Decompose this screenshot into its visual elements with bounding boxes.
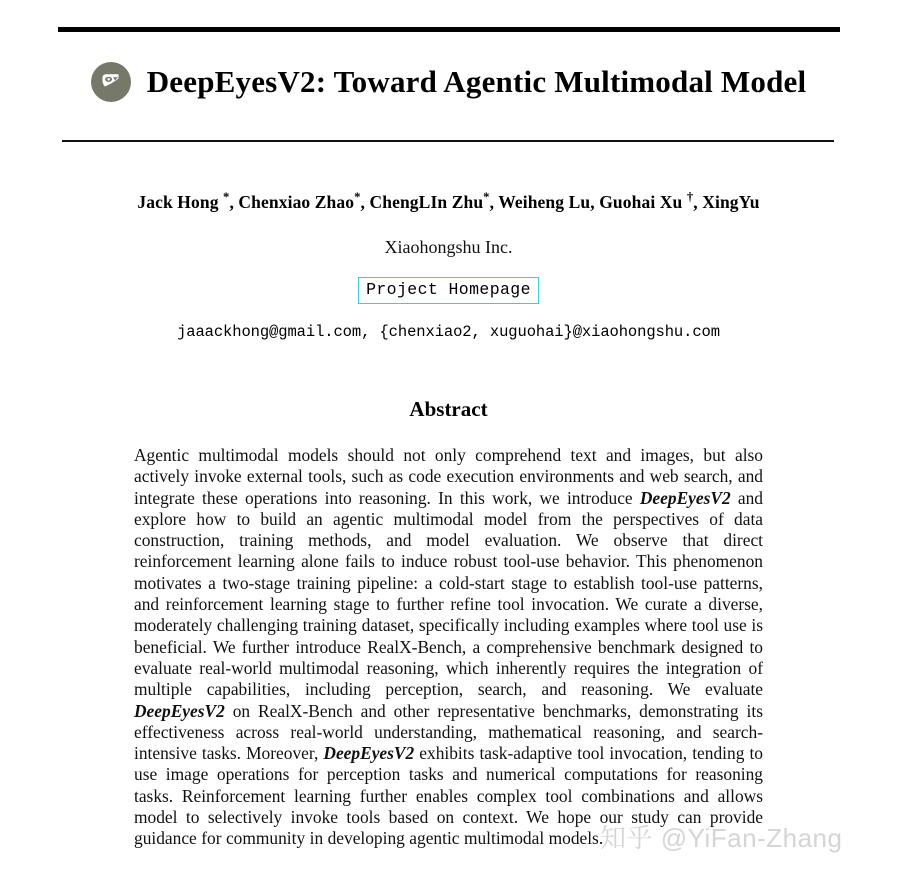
author-marker: * [354,190,361,205]
model-name-emphasis: DeepEyesV2 [134,700,225,721]
abstract-body [134,445,763,850]
title-rule-thin [62,140,834,142]
author-marker: * [223,190,230,205]
author-list [0,192,897,213]
model-name-emphasis: DeepEyesV2 [323,743,415,764]
watermark: 知乎 @YiFan-Zhang [600,823,843,853]
author-marker: † [686,190,694,205]
homepage-link-wrap [0,277,897,304]
page-title: DeepEyesV2: Toward Agentic Multimodal Model [146,63,807,99]
title-row [0,62,897,102]
author-line: Jack Hong *, Chenxiao Zhao*, ChengLIn Zhu*, Weiheng Lu, Guohai Xu †, XingYu [137,190,760,212]
deepeyes-logo-icon [91,62,131,102]
affiliation: Xiaohongshu Inc. [384,237,513,257]
abstract-heading: Abstract [409,397,488,421]
author-marker: * [483,190,490,205]
project-homepage-link[interactable]: Project Homepage [358,277,539,304]
abstract-text: Agentic multimodal models should not only comprehend text and images, but also actively invoke external tools, such as code execution environments and web search, and integrate these operations into reasoning. In this work, we introduce DeepEyesV2 and explore how to build an agentic multimodal model from the perspectives of data construction, training methods, and model evaluation. We observe that direct reinforcement learning alone fails to induce robust tool-use behavior. This phenomenon motivates a two-stage training pipeline: a cold-start stage to establish tool-use patterns, and reinforcement learning stage to further refine tool invocation. We curate a diverse, moderately challenging training dataset, specifically including examples where tool use is beneficial. We further introduce RealX-Bench, a comprehensive benchmark designed to evaluate real-world multimodal reasoning, which inherently requires the integration of multiple capabilities, including perception, search, and reasoning. We evaluate DeepEyesV2 on RealX-Bench and other representative benchmarks, demonstrating its effectiveness across real-world understanding, mathematical reasoning, and search-intensive tasks. Moreover, DeepEyesV2 exhibits task-adaptive tool invocation, tending to use image operations for perception tasks and numerical computations for reasoning tasks. Reinforcement learning further enables complex tool combinations and allows model to selectively invoke tools based on context. We hope our study can provide guidance for community in developing agentic multimodal models. [134,445,764,849]
contact-emails: jaaackhong@gmail.com, {chenxiao2, xuguohai}@xiaohongshu.com [177,323,720,341]
top-rule-thick [58,27,840,32]
model-name-emphasis: DeepEyesV2 [639,487,731,508]
